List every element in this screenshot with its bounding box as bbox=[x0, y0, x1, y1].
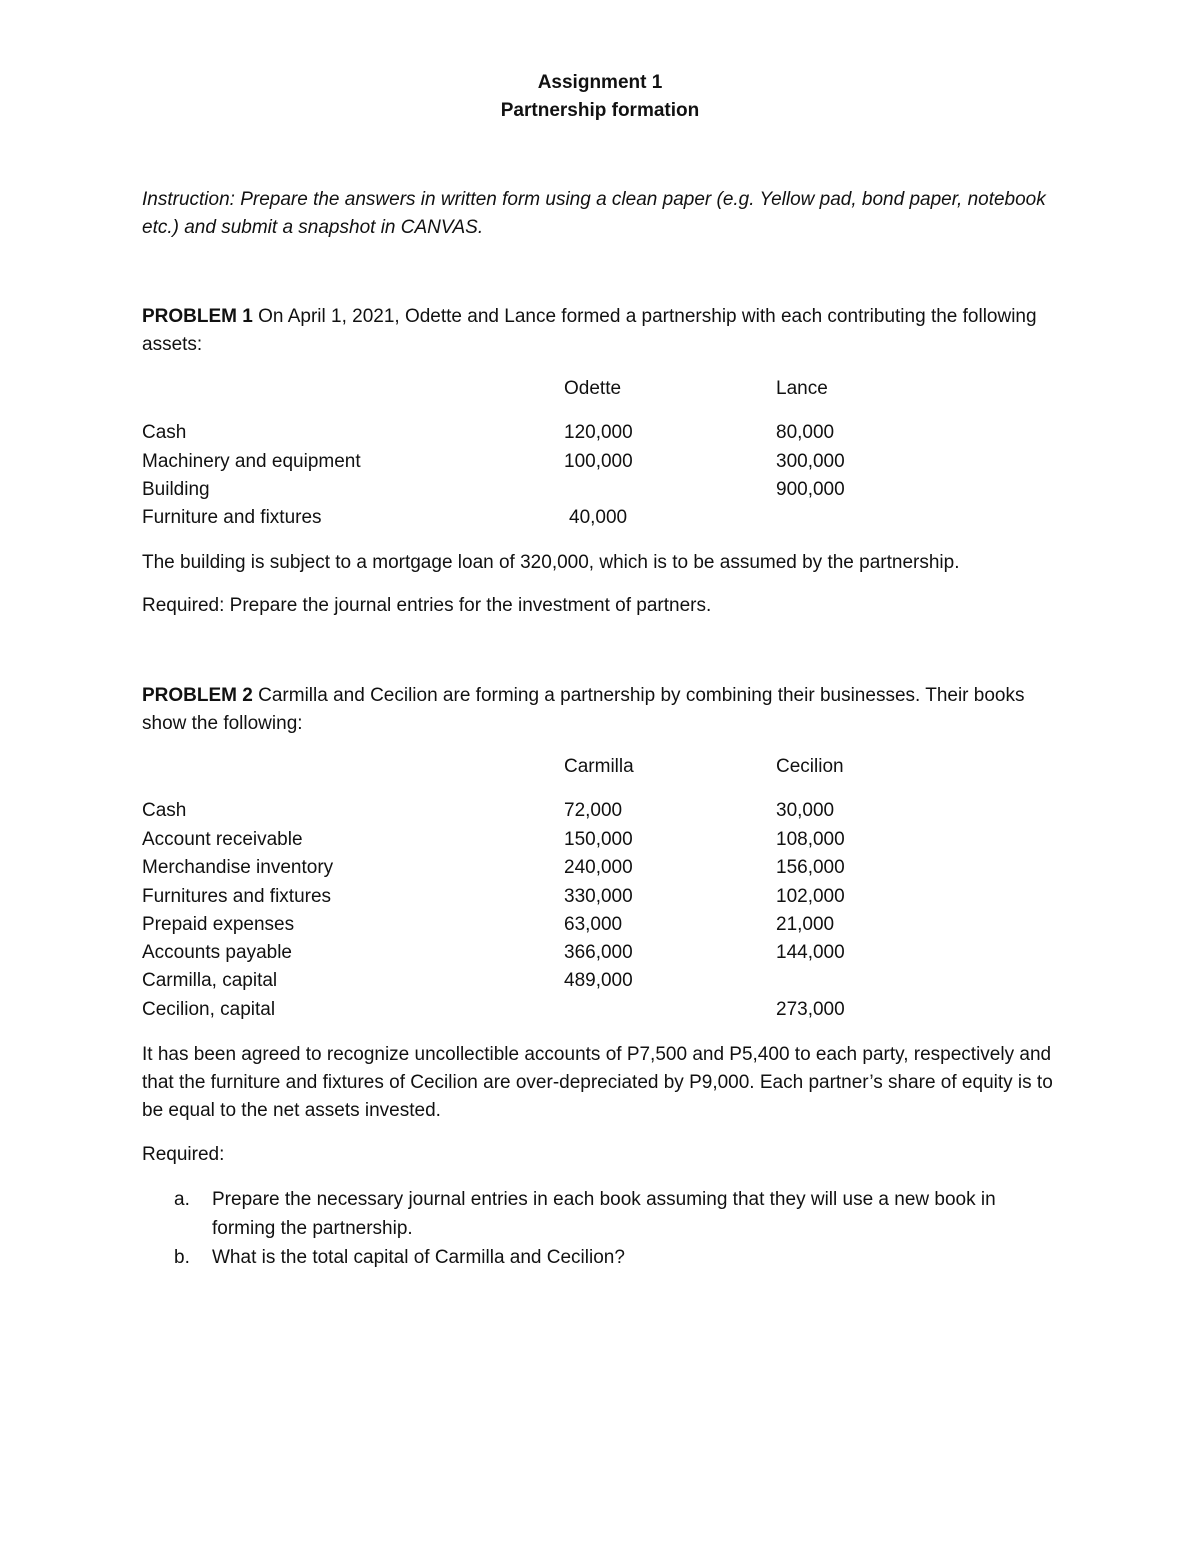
table-row bbox=[142, 854, 1042, 882]
problem2-col-carmilla: Carmilla bbox=[564, 756, 634, 777]
table-row bbox=[142, 883, 1042, 911]
row-item: Prepaid expenses bbox=[142, 914, 295, 935]
problem2-col-cecilion: Cecilion bbox=[776, 756, 844, 777]
row-value-lance: 80,000 bbox=[776, 422, 835, 443]
list-text: What is the total capital of Carmilla and Cecilion? bbox=[212, 1247, 625, 1268]
table-row bbox=[142, 476, 1042, 504]
row-value-cecilion: 144,000 bbox=[776, 942, 845, 963]
table-row bbox=[142, 419, 1042, 447]
table-row bbox=[142, 797, 1042, 825]
problem2-required-label: Required: bbox=[142, 1144, 225, 1165]
row-value-cecilion: 108,000 bbox=[776, 829, 845, 850]
row-value-odette: 120,000 bbox=[564, 422, 633, 443]
row-value-odette: 40,000 bbox=[569, 507, 628, 528]
problem1-note: The building is subject to a mortgage loan of 320,000, which is to be assumed by the partnership. bbox=[142, 552, 960, 573]
row-value-cecilion: 156,000 bbox=[776, 857, 845, 878]
row-value-cecilion: 102,000 bbox=[776, 886, 845, 907]
problem1-intro bbox=[142, 303, 1062, 359]
row-value-cecilion: 21,000 bbox=[776, 914, 835, 935]
row-item: Merchandise inventory bbox=[142, 857, 334, 878]
row-item: Account receivable bbox=[142, 829, 303, 850]
table-row bbox=[142, 911, 1042, 939]
row-item: Cecilion, capital bbox=[142, 999, 276, 1020]
problem2-label: PROBLEM 2 bbox=[142, 685, 253, 706]
row-item: Building bbox=[142, 479, 210, 500]
list-text: Prepare the necessary journal entries in each book assuming that they will use a new book in forming the partnership. bbox=[212, 1189, 996, 1239]
row-value-odette: 100,000 bbox=[564, 451, 633, 472]
row-value-carmilla: 366,000 bbox=[564, 942, 633, 963]
problem1-col-odette: Odette bbox=[564, 378, 622, 399]
row-value-lance: 900,000 bbox=[776, 479, 845, 500]
table-row bbox=[142, 826, 1042, 854]
table-row bbox=[142, 967, 1042, 995]
row-item: Accounts payable bbox=[142, 942, 292, 963]
problem2-intro bbox=[142, 682, 1062, 738]
row-value-carmilla: 330,000 bbox=[564, 886, 633, 907]
table-row bbox=[142, 996, 1042, 1024]
table-row bbox=[142, 504, 1042, 532]
problem2-intro-text: Carmilla and Cecilion are forming a partnership by combining their businesses. Their books show the following: bbox=[142, 685, 1025, 734]
problem1-label: PROBLEM 1 bbox=[142, 306, 253, 327]
row-value-carmilla: 150,000 bbox=[564, 829, 633, 850]
problem1-col-lance: Lance bbox=[776, 378, 828, 399]
row-value-carmilla: 240,000 bbox=[564, 857, 633, 878]
document-subtitle: Partnership formation bbox=[500, 100, 700, 121]
row-item: Cash bbox=[142, 800, 187, 821]
document-title: Assignment 1 bbox=[537, 72, 663, 93]
row-value-lance: 300,000 bbox=[776, 451, 845, 472]
problem1-header-row bbox=[142, 375, 1042, 403]
instruction-text: Instruction: Prepare the answers in written form using a clean paper (e.g. Yellow pad, bond paper, notebook etc.) and submit a snapshot in CANVAS. bbox=[142, 189, 1046, 238]
row-item: Furniture and fixtures bbox=[142, 507, 322, 528]
row-value-cecilion: 30,000 bbox=[776, 800, 835, 821]
table-row bbox=[142, 448, 1042, 476]
problem1-required: Required: Prepare the journal entries for the investment of partners. bbox=[142, 595, 712, 616]
row-item: Machinery and equipment bbox=[142, 451, 361, 472]
table-row bbox=[142, 939, 1042, 967]
row-value-carmilla: 489,000 bbox=[564, 970, 633, 991]
list-marker: b. bbox=[174, 1247, 190, 1268]
row-value-carmilla: 72,000 bbox=[564, 800, 623, 821]
row-item: Furnitures and fixtures bbox=[142, 886, 332, 907]
row-item: Cash bbox=[142, 422, 187, 443]
list-marker: a. bbox=[174, 1189, 190, 1210]
row-value-carmilla: 63,000 bbox=[564, 914, 623, 935]
row-item: Carmilla, capital bbox=[142, 970, 278, 991]
problem2-header-row bbox=[142, 753, 1042, 781]
row-value-cecilion: 273,000 bbox=[776, 999, 845, 1020]
problem2-note: It has been agreed to recognize uncollectible accounts of P7,500 and P5,400 to each party, respectively and that the furniture and fixtures of Cecilion are over-depreciated by P9,000. Each partner’s share of equity is to be equal to the net assets invested. bbox=[142, 1044, 1053, 1121]
problem1-intro-text: On April 1, 2021, Odette and Lance formed a partnership with each contributing the following assets: bbox=[142, 306, 1037, 355]
